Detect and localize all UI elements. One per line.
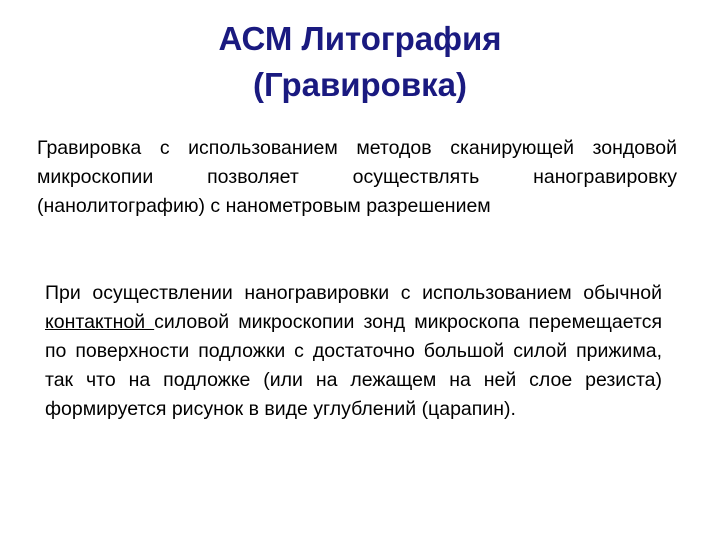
paragraph-2-text-start: При осуществлении наногравировки с использованием обычной [45, 282, 662, 304]
paragraph-2-text-end: силовой микроскопии зонд микроскопа перемещается по поверхности подложки с достаточно большой силой прижима, так что на подложке (или на лежащем на ней слое резиста) формируется рисунок в виде углублений (царапин). [45, 311, 663, 420]
slide-title-line-2: (Гравировка) [253, 66, 467, 103]
paragraph-engraving-definition: Гравировка с использованием методов сканирующей зондовой микроскопии позволяет осуществлять наногравировку (нанолитографию) с нанометровым разрешением [37, 137, 677, 217]
slide-title-line-1: АСМ Литография [218, 20, 502, 57]
slide-title [60, 16, 660, 108]
underlined-term-contact: контактной [45, 311, 155, 333]
paragraph-engraving-process [45, 279, 662, 424]
